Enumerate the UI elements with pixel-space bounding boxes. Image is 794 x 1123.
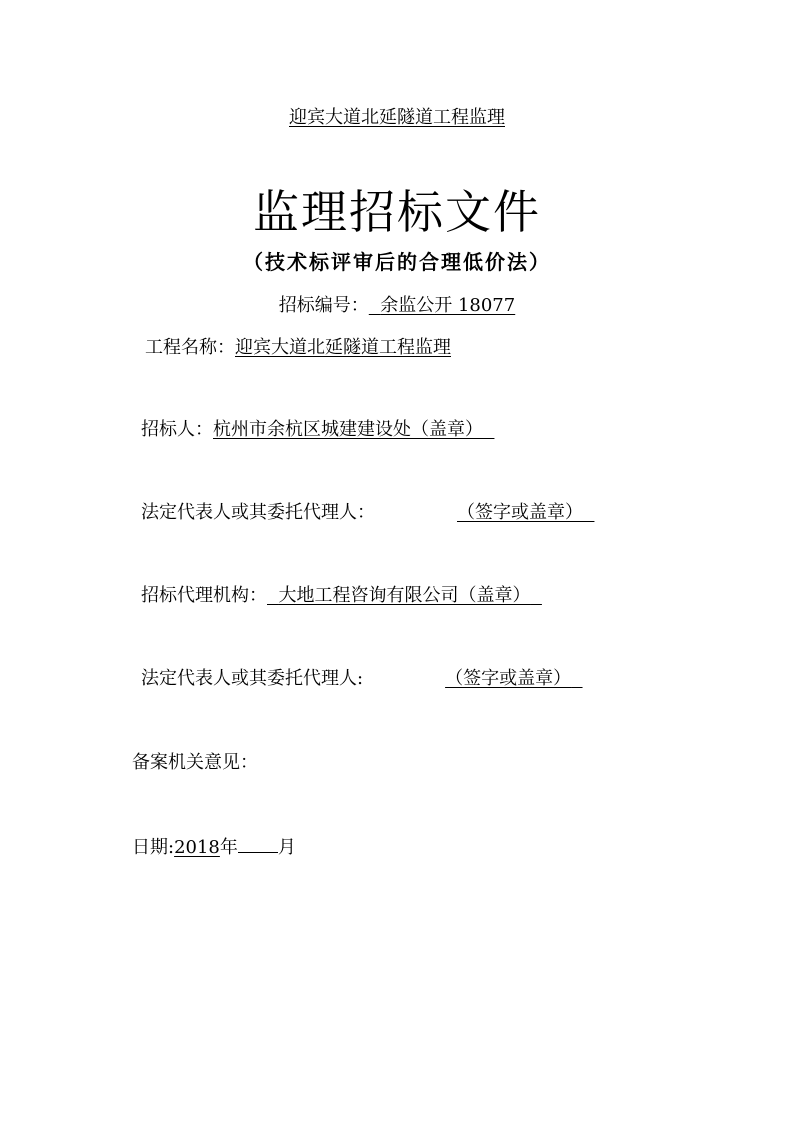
- tender-number-value: 余监公开 18077: [380, 295, 516, 316]
- legal-rep-row-2: [141, 667, 583, 691]
- filing-opinion-row: [132, 751, 258, 775]
- tender-number-label: 招标编号：: [278, 295, 369, 316]
- date-month-blank: [238, 834, 278, 853]
- legal-rep-row-1: [141, 501, 594, 525]
- document-header: [0, 106, 794, 130]
- document-subtitle: （技术标评审后的合理低价法）: [243, 250, 551, 274]
- date-row: [132, 834, 296, 860]
- agency-row: [141, 584, 542, 608]
- document-title: 监理招标文件: [253, 185, 541, 239]
- legal-rep-1-label: 法定代表人或其委托代理人：: [141, 502, 375, 523]
- tenderer-label: 招标人：: [141, 419, 213, 440]
- tender-number-row: [0, 294, 794, 318]
- project-name-row: [145, 336, 451, 360]
- agency-label: 招标代理机构：: [141, 585, 267, 606]
- date-label: 日期:: [132, 837, 175, 858]
- filing-opinion-label: 备案机关意见：: [132, 752, 258, 773]
- header-project-title: 迎宾大道北延隧道工程监理: [289, 107, 505, 128]
- date-month-unit: 月: [277, 837, 296, 858]
- tenderer-value: 杭州市余杭区城建建设处（盖章）: [213, 419, 483, 440]
- tenderer-row: [141, 418, 494, 442]
- project-name-label: 工程名称：: [145, 337, 235, 358]
- agency-value: 大地工程咨询有限公司（盖章）: [278, 585, 531, 606]
- legal-rep-1-signature-line: （签字或盖章）: [457, 502, 583, 523]
- legal-rep-2-label: 法定代表人或其委托代理人:: [141, 668, 364, 689]
- date-year-unit: 年: [219, 837, 238, 858]
- legal-rep-2-signature-line: （签字或盖章）: [445, 668, 572, 689]
- date-year-value: 2018: [174, 837, 220, 858]
- project-name-value: 迎宾大道北延隧道工程监理: [235, 337, 451, 358]
